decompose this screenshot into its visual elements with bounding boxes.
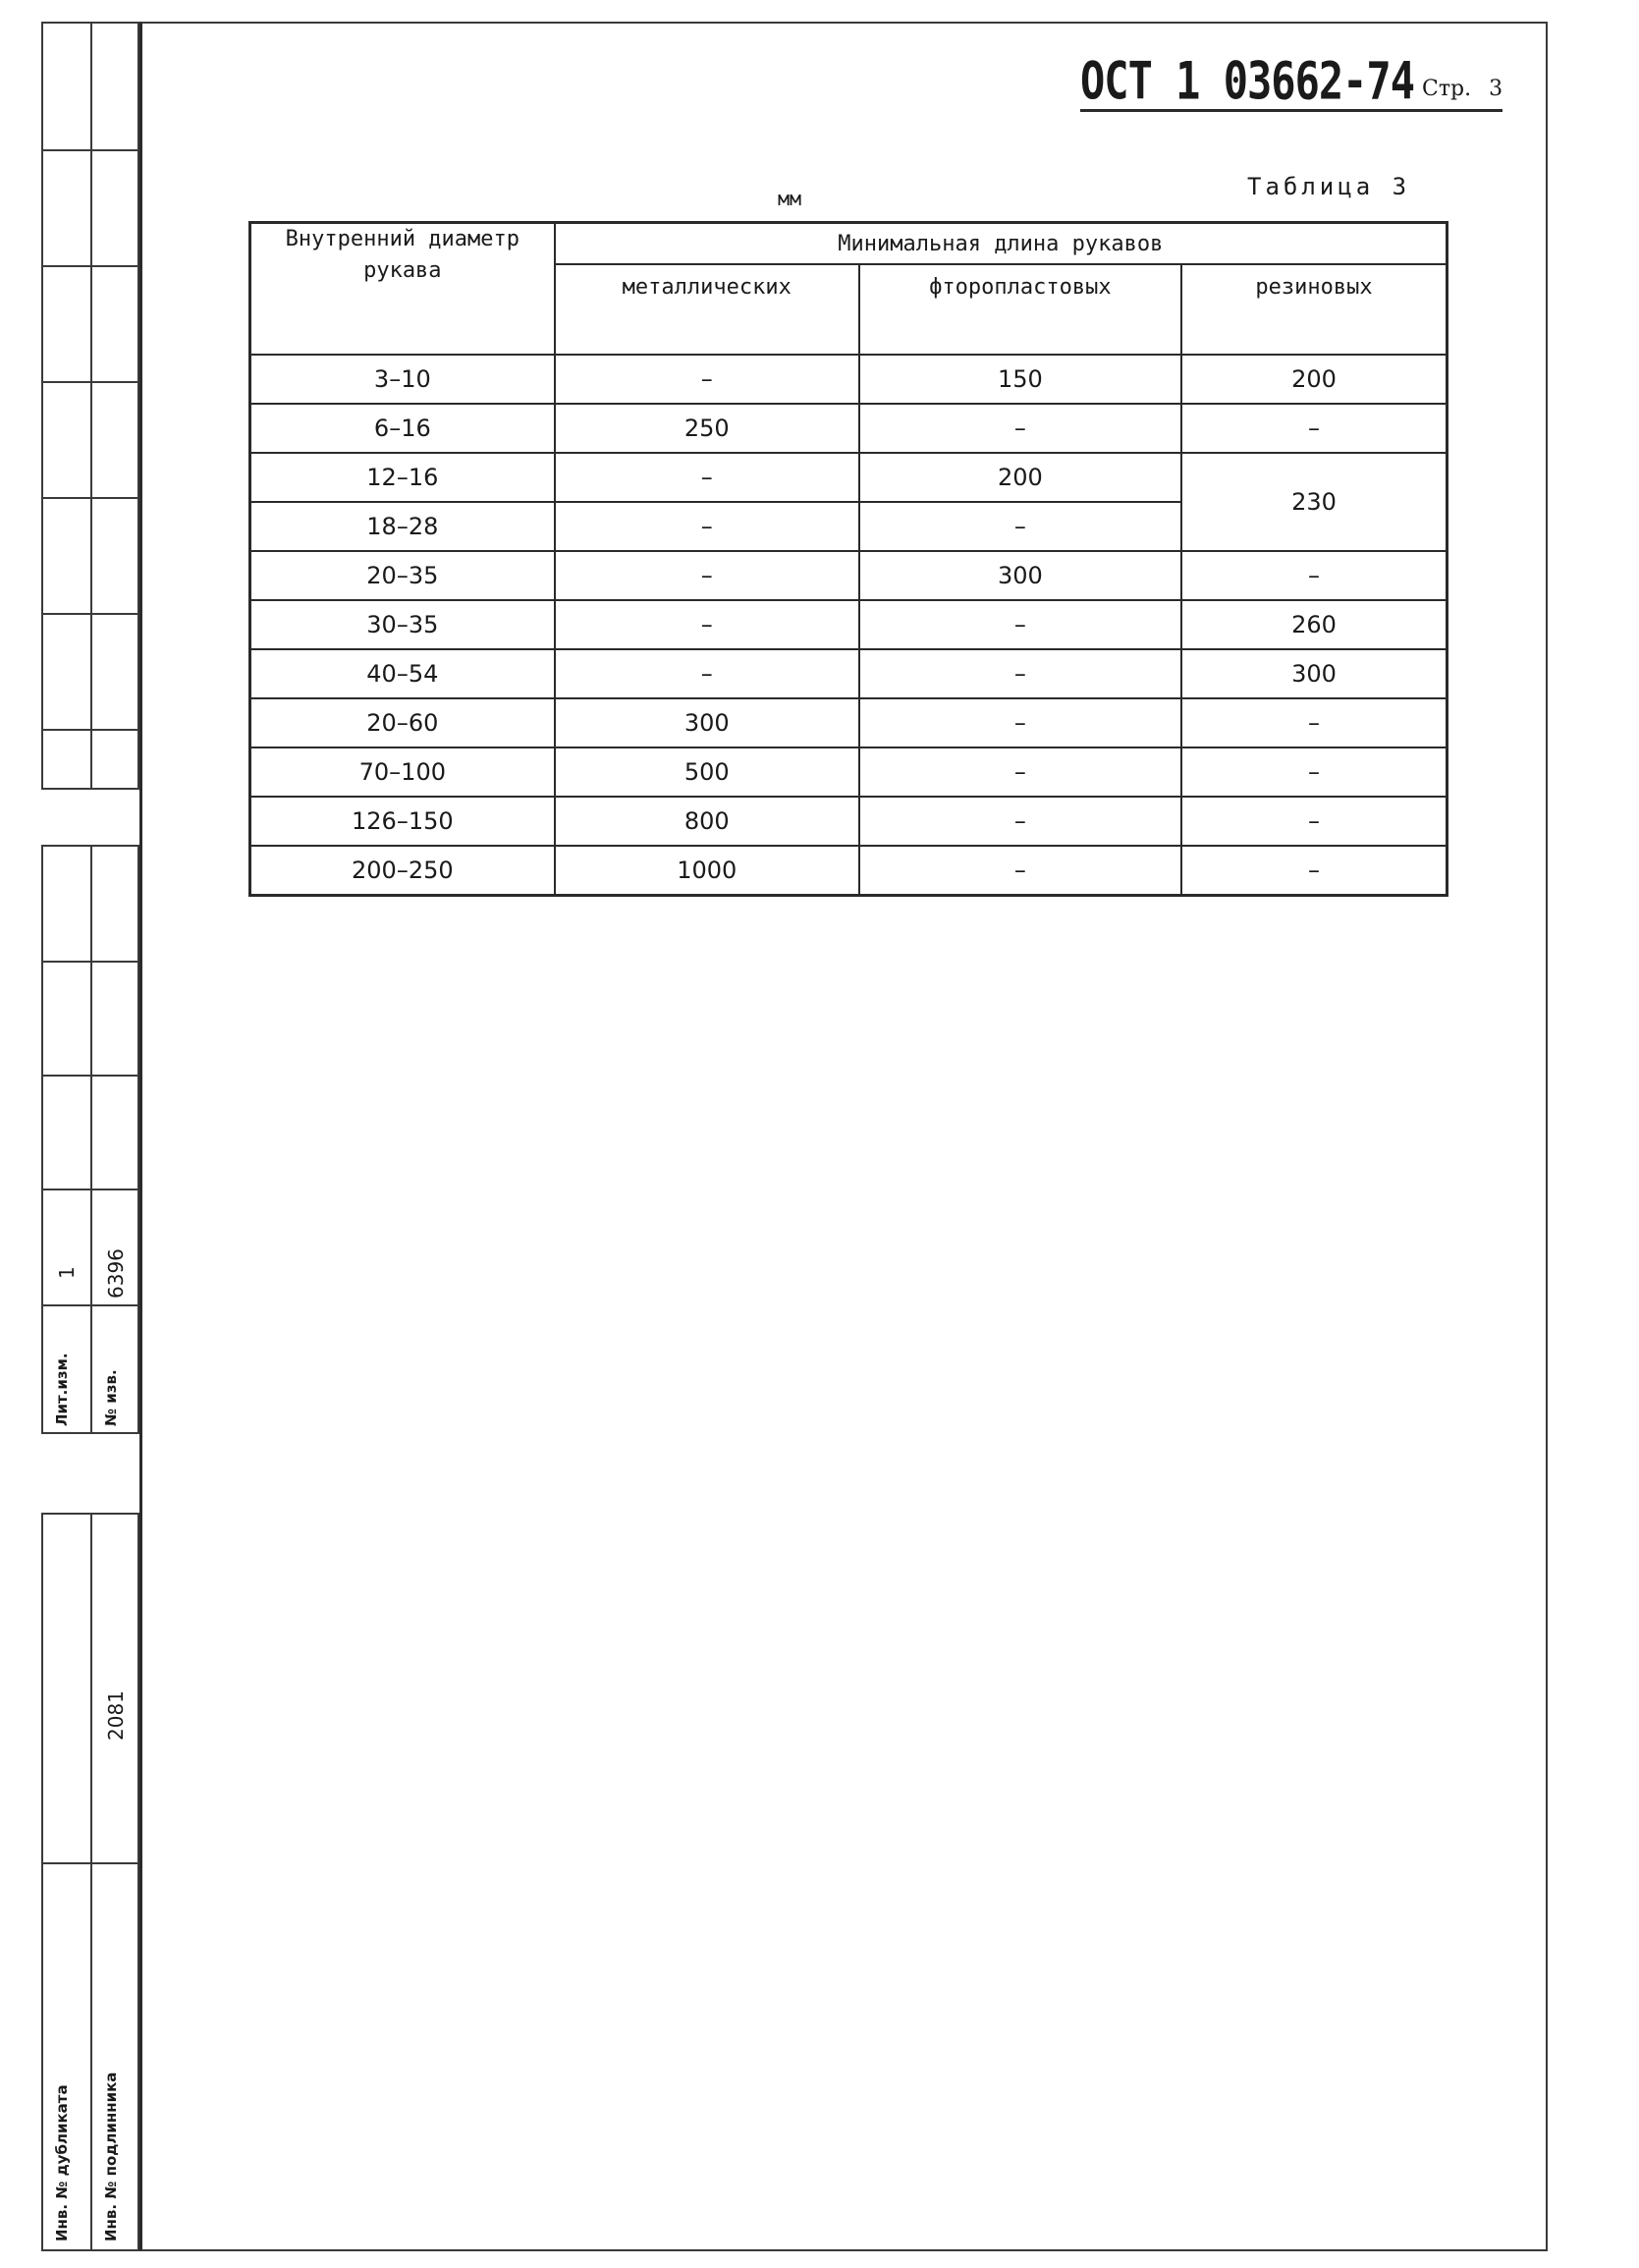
strip-cell-line: [43, 497, 137, 499]
table-row: [250, 846, 1448, 896]
strip-cell-line: [43, 381, 137, 383]
strip-cell-line: [43, 1189, 137, 1190]
hose-length-table: [248, 221, 1448, 897]
cell-fluoroplastic: –: [859, 502, 1181, 551]
table-row: [250, 649, 1448, 698]
table-caption: Таблица 3: [1247, 173, 1411, 200]
table-row: [250, 797, 1448, 846]
cell-fluoroplastic: –: [859, 600, 1181, 649]
cell-diameter: 20–60: [250, 698, 555, 747]
cell-metal: 1000: [555, 846, 859, 896]
units-label: мм: [778, 187, 802, 210]
lit-izm-value: 1: [55, 1266, 79, 1279]
page-number: 3: [1489, 77, 1503, 101]
cell-rubber: 230: [1181, 453, 1448, 551]
strip-divider: [90, 1515, 92, 2249]
cell-metal: 250: [555, 404, 859, 453]
table-row: [250, 404, 1448, 453]
inv-podl-value: 2081: [104, 1690, 128, 1741]
table-row: [250, 698, 1448, 747]
margin-strip-mid: [41, 845, 139, 1434]
cell-fluoroplastic: –: [859, 747, 1181, 797]
cell-metal: 800: [555, 797, 859, 846]
cell-diameter: 3–10: [250, 355, 555, 404]
document-header: [1080, 50, 1503, 112]
strip-cell-line: [43, 265, 137, 267]
strip-cell-line: [43, 613, 137, 615]
cell-diameter: 6–16: [250, 404, 555, 453]
cell-diameter: 200–250: [250, 846, 555, 896]
strip-cell-line: [43, 1862, 137, 1864]
cell-metal: –: [555, 355, 859, 404]
cell-rubber: –: [1181, 846, 1448, 896]
cell-fluoroplastic: –: [859, 846, 1181, 896]
column-header-metal: металлических: [555, 264, 859, 355]
cell-rubber: –: [1181, 747, 1448, 797]
cell-diameter: 18–28: [250, 502, 555, 551]
cell-metal: –: [555, 600, 859, 649]
column-header-diameter: Внутренний диаметр рукава: [250, 223, 555, 356]
lit-izm-label: Лит.изм.: [53, 1353, 71, 1426]
column-header-fluoroplastic: фторопластовых: [859, 264, 1181, 355]
column-group-header: Минимальная длина рукавов: [555, 223, 1448, 265]
cell-diameter: 30–35: [250, 600, 555, 649]
cell-diameter: 40–54: [250, 649, 555, 698]
column-header-rubber: резиновых: [1181, 264, 1448, 355]
strip-cell-line: [43, 729, 137, 731]
page-label: Стр.: [1422, 77, 1472, 101]
strip-divider: [90, 24, 92, 788]
strip-cell-line: [43, 149, 137, 151]
cell-metal: –: [555, 649, 859, 698]
cell-rubber: –: [1181, 698, 1448, 747]
cell-fluoroplastic: –: [859, 797, 1181, 846]
inv-dubl-label: Инв. № дубликата: [53, 2084, 71, 2241]
cell-diameter: 20–35: [250, 551, 555, 600]
cell-rubber: –: [1181, 551, 1448, 600]
document-code: ОСТ 1 03662-74: [1080, 50, 1415, 112]
cell-fluoroplastic: 150: [859, 355, 1181, 404]
cell-diameter: 70–100: [250, 747, 555, 797]
strip-cell-line: [43, 1304, 137, 1306]
table-row: [250, 551, 1448, 600]
margin-strip-top: [41, 22, 139, 790]
cell-metal: –: [555, 502, 859, 551]
margin-strip-bottom: [41, 1513, 139, 2251]
cell-diameter: 12–16: [250, 453, 555, 502]
cell-fluoroplastic: –: [859, 404, 1181, 453]
cell-fluoroplastic: 300: [859, 551, 1181, 600]
strip-cell-line: [43, 1075, 137, 1077]
strip-cell-line: [43, 961, 137, 963]
cell-diameter: 126–150: [250, 797, 555, 846]
cell-fluoroplastic: –: [859, 698, 1181, 747]
cell-rubber: –: [1181, 404, 1448, 453]
inv-podl-label: Инв. № подлинника: [102, 2072, 120, 2241]
table-row: [250, 600, 1448, 649]
table-row: [250, 453, 1448, 502]
no-izv-label: № изв.: [102, 1369, 120, 1426]
cell-metal: 500: [555, 747, 859, 797]
table-row: [250, 355, 1448, 404]
table-row: [250, 747, 1448, 797]
strip-divider: [90, 847, 92, 1432]
cell-fluoroplastic: –: [859, 649, 1181, 698]
cell-rubber: 200: [1181, 355, 1448, 404]
cell-metal: –: [555, 453, 859, 502]
cell-metal: 300: [555, 698, 859, 747]
cell-rubber: 260: [1181, 600, 1448, 649]
cell-rubber: –: [1181, 797, 1448, 846]
no-izv-value: 6396: [104, 1248, 128, 1299]
cell-metal: –: [555, 551, 859, 600]
cell-fluoroplastic: 200: [859, 453, 1181, 502]
cell-rubber: 300: [1181, 649, 1448, 698]
